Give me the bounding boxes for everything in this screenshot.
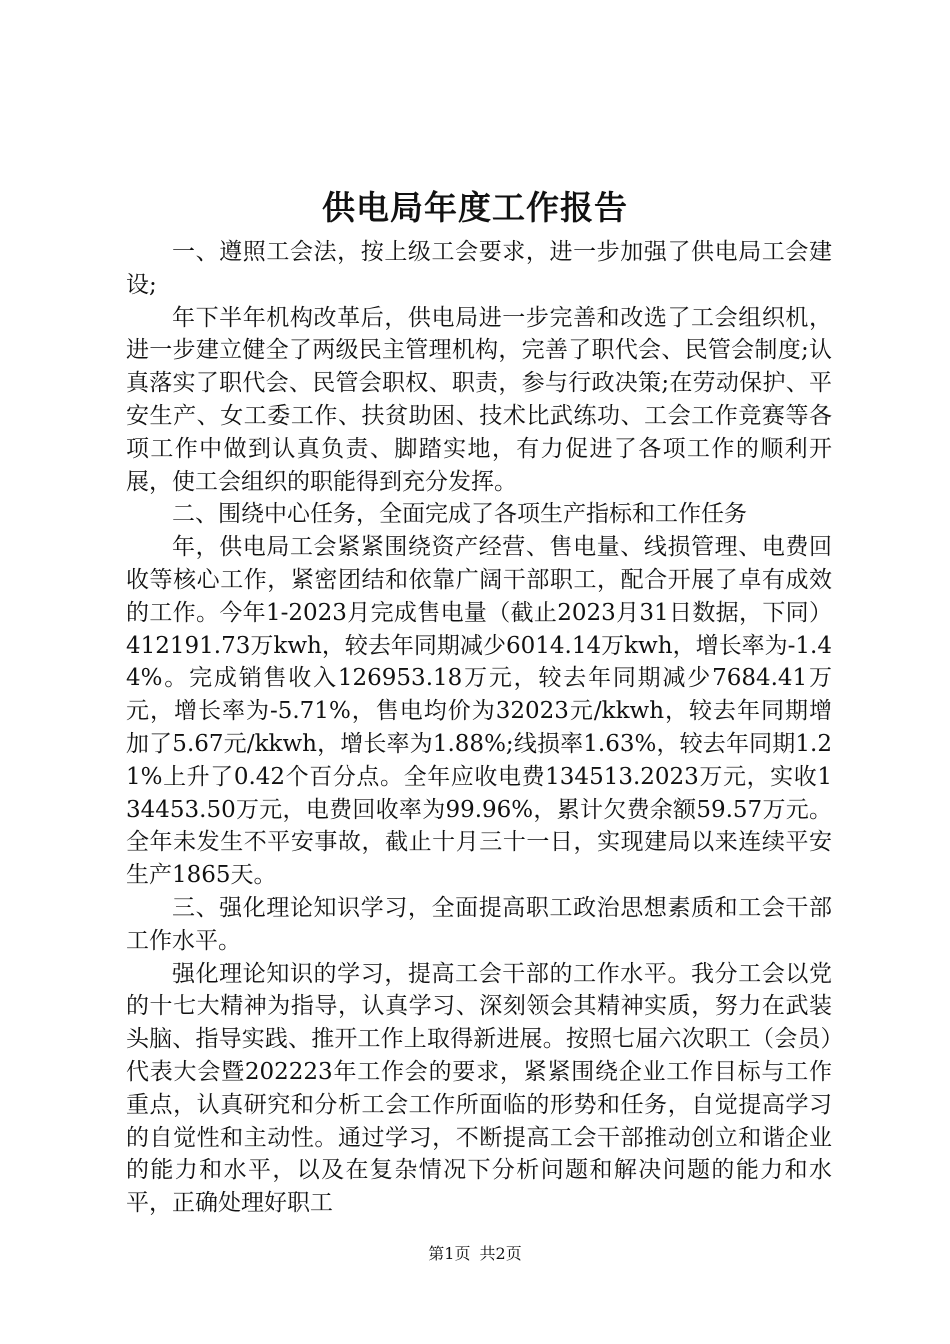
document-title: 供电局年度工作报告	[322, 188, 628, 227]
paragraph-5: 三、强化理论知识学习，全面提高职工政治思想素质和工会干部工作水平。	[126, 894, 832, 954]
paragraph-6: 强化理论知识的学习，提高工会干部的工作水平。我分工会以党的十七大精神为指导，认真学习、深刻领会其精神实质，努力在武装头脑、指导实践、推开工作上取得新进展。按照七届六次职工（会员）代表大会暨202223年工作会的要求，紧紧围绕企业工作目标与工作重点，认真研究和分析工会工作所面临的形势和任务，自觉提高学习的自觉性和主动性。通过学习，不断提高工会干部推动创立和谐企业的能力和水平，以及在复杂情况下分析问题和解决问题的能力和水平，正确处理好职工	[126, 960, 832, 1217]
paragraph-1: 一、遵照工会法，按上级工会要求，进一步加强了供电局工会建设;	[126, 239, 832, 298]
paragraph-2: 年下半年机构改革后，供电局进一步完善和改选了工会组织机，进一步建立健全了两级民主管理机构，完善了职代会、民管会制度;认真落实了职代会、民管会职权、职责，参与行政决策;在劳动保护、平安生产、女工委工作、扶贫助困、技术比武练功、工会工作竞赛等各项工作中做到认真负责、脚踏实地，有力促进了各项工作的顺利开展，使工会组织的职能得到充分发挥。	[126, 304, 832, 495]
page-total: 共2页	[479, 1244, 522, 1263]
paragraph-3: 二、围绕中心任务，全面完成了各项生产指标和工作任务	[172, 501, 747, 528]
document-body	[126, 236, 832, 1220]
paragraph-4: 年，供电局工会紧紧围绕资产经营、售电量、线损管理、电费回收等核心工作，紧密团结和依靠广阔干部职工，配合开展了卓有成效的工作。今年1-2023月完成售电量（截止2023月31日数据，下同）412191.73万kwh，较去年同期减少6014.14万kwh，增长率为-1.44%。完成销售收入126953.18万元，较去年同期减少7684.41万元，增长率为-5.71%，售电均价为32023元/kkwh，较去年同期增加了5.67元/kkwh，增长率为1.88%;线损率1.63%，较去年同期1.21%上升了0.42个百分点。全年应收电费134513.2023万元，实收134453.50万元，电费回收率为99.96%，累计欠费余额59.57万元。全年未发生不平安事故，截止十月三十一日，实现建局以来连续平安生产1865天。	[126, 534, 832, 889]
page-footer	[0, 1244, 950, 1264]
page-number: 第1页	[428, 1244, 471, 1263]
